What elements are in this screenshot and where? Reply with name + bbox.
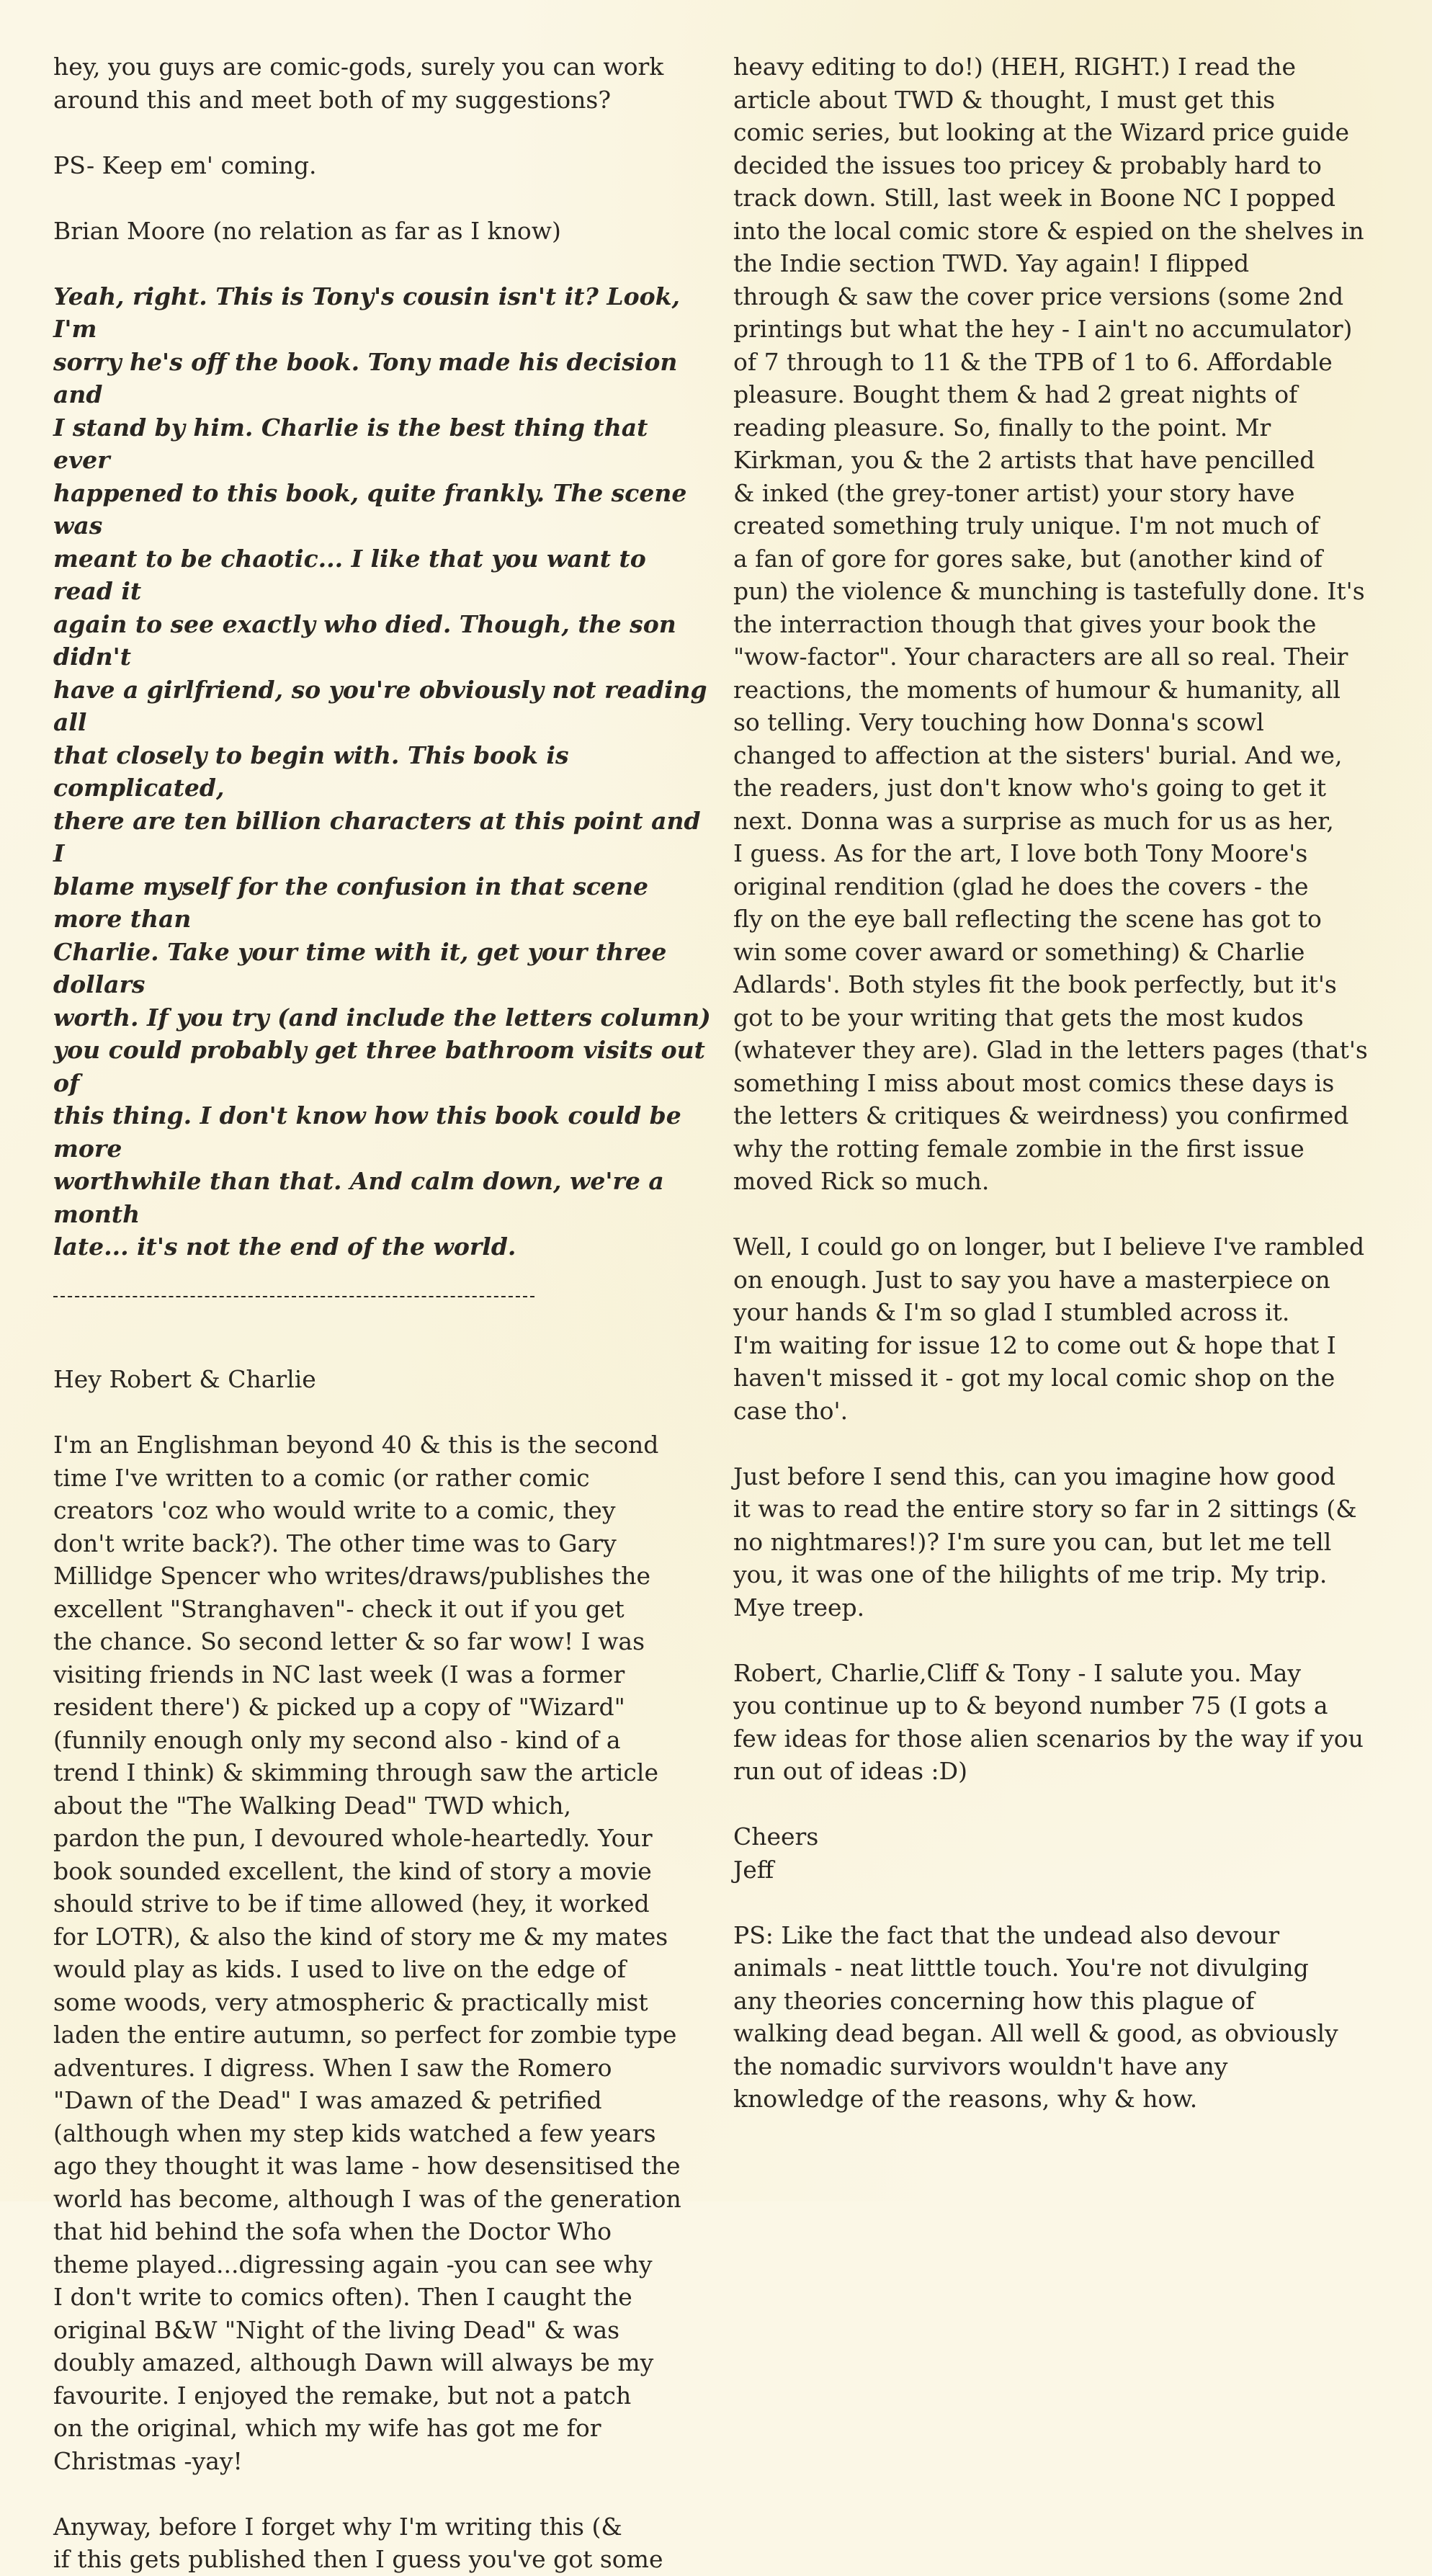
right-column: [733, 50, 1392, 2116]
letter-closing: Cheers: [733, 1823, 819, 1851]
letter-paragraph: heavy editing to do!) (HEH, RIGHT.) I read the article about TWD & thought, I must get this comic series, but looking at the Wizard price guide decided the issues too pricey & probably hard to track down. Still, last week in Boone NC I popped into the local comic store & espied on the shelves in the Indie section TWD. Yay again! I flipped through & saw the cover price versions (some 2nd printings but what the hey - I ain't no accumulator) of 7 through to 11 & the TPB of 1 to 6. Affordable pleasure. Bought them & had 2 great nights of reading pleasure. So, finally to the point. Mr Kirkman, you & the 2 artists that have pencilled & inked (the grey-toner artist) your story have created something truly unique. I'm not much of a fan of gore for gores sake, but (another kind of pun) the violence & munching is tastefully done. It's the interraction though that gives your book the "wow-factor". Your characters are all so real. Their reactions, the moments of humour & humanity, all so telling. Very touching how Donna's scowl changed to affection at the sisters' burial. And we, the readers, just don't know who's going to get it next. Donna was a surprise as much for us as her, I guess. As for the art, I love both Tony Moore's original rendition (glad he does the covers - the fly on the eye ball reflecting the scene has got to win some cover award or something) & Charlie Adlards'. Both styles fit the book perfectly, but it's got to be your writing that gets the most kudos (whatever they are). Glad in the letters pages (that's something I miss about most comics these days is the letters & critiques & weirdness) you confirmed why the rotting female zombie in the first issue moved Rick so much.: [733, 53, 1368, 1195]
letter-signature: Brian Moore (no relation as far as I know): [53, 216, 561, 245]
section-divider: [53, 1296, 534, 1297]
letter-paragraph: Anyway, before I forget why I'm writing this (& if this gets published then I guess you've got some: [53, 2512, 663, 2573]
letter-paragraph: Well, I could go on longer, but I believe I've rambled on enough. Just to say you have a masterpiece on your hands & I'm so glad I stumbled across it. I'm waiting for issue 12 to come out & hope that I haven't missed it - got my local comic shop on the case tho'.: [733, 1233, 1365, 1425]
letter-paragraph: hey, you guys are comic-gods, surely you can work around this and meet both of my suggestions?: [53, 53, 664, 114]
letter-postscript: PS- Keep em' coming.: [53, 151, 317, 179]
letter-greeting: Hey Robert & Charlie: [53, 1365, 316, 1393]
letter-signature: Jeff: [733, 1855, 774, 1884]
editor-reply: Yeah, right. This is Tony's cousin isn't it? Look, I'm sorry he's off the book. Tony made his decision and I stand by him. Charlie is the best thing that ever happened to this book, quite frankly. The scene was meant to be chaotic... I like that you want to read it again to see exactly who died. Though, the son didn't have a girlfriend, so you're obviously not reading all that closely to begin with. This book is complicated, there are ten billion characters at this point and I blame myself for the confusion in that scene more than Charlie. Take your time with it, get your three dollars worth. If you try (and include the letters column) you could probably get three bathroom visits out of this thing. I don't know how this book could be more worthwhile than that. And calm down, we're a month late... it's not the end of the world.: [53, 282, 711, 1261]
left-column: [53, 50, 712, 2576]
letter-paragraph: Just before I send this, can you imagine how good it was to read the entire story so far in 2 sittings (& no nightmares!)? I'm sure you can, but let me tell you, it was one of the hilights of me trip. My trip. Mye treep.: [733, 1462, 1357, 1622]
letter-paragraph: Robert, Charlie,Cliff & Tony - I salute you. May you continue up to & beyond number 75 (I gots a few ideas for those alien scenarios by the way if you run out of ideas :D): [733, 1658, 1364, 1785]
letter-paragraph: I'm an Englishman beyond 40 & this is the second time I've written to a comic (or rather comic creators 'coz who would write to a comic, they don't write back?). The other time was to Gary Millidge Spencer who writes/draws/publishes the excellent "Stranghaven"- check it out if you get the chance. So second letter & so far wow! I was visiting friends in NC last week (I was a former resident there') & picked up a copy of "Wizard" (funnily enough only my second also - kind of a trend I think) & skimming through saw the article about the "The Walking Dead" TWD which, pardon the pun, I devoured whole-heartedly. Your book sounded excellent, the kind of story a movie should strive to be if time allowed (hey, it worked for LOTR), & also the kind of story me & my mates would play as kids. I used to live on the edge of some woods, very atmospheric & practically mist laden the entire autumn, so perfect for zombie type adventures. I digress. When I saw the Romero "Dawn of the Dead" I was amazed & petrified (although when my step kids watched a few years ago they thought it was lame - how desensitised the world has become, although I was of the generation that hid behind the sofa when the Doctor Who theme played...digressing again -you can see why I don't write to comics often). Then I caught the original B&W "Night of the living Dead" & was doubly amazed, although Dawn will always be my favourite. I enjoyed the remake, but not a patch on the original, which my wife has got me for Christmas -yay!: [53, 1431, 681, 2475]
letter-postscript: PS: Like the fact that the undead also devour animals - neat litttle touch. You're not divulging any theories concerning how this plague of walking dead began. All well & good, as obviously the nomadic survivors wouldn't have any knowledge of the reasons, why & how.: [733, 1920, 1338, 2113]
